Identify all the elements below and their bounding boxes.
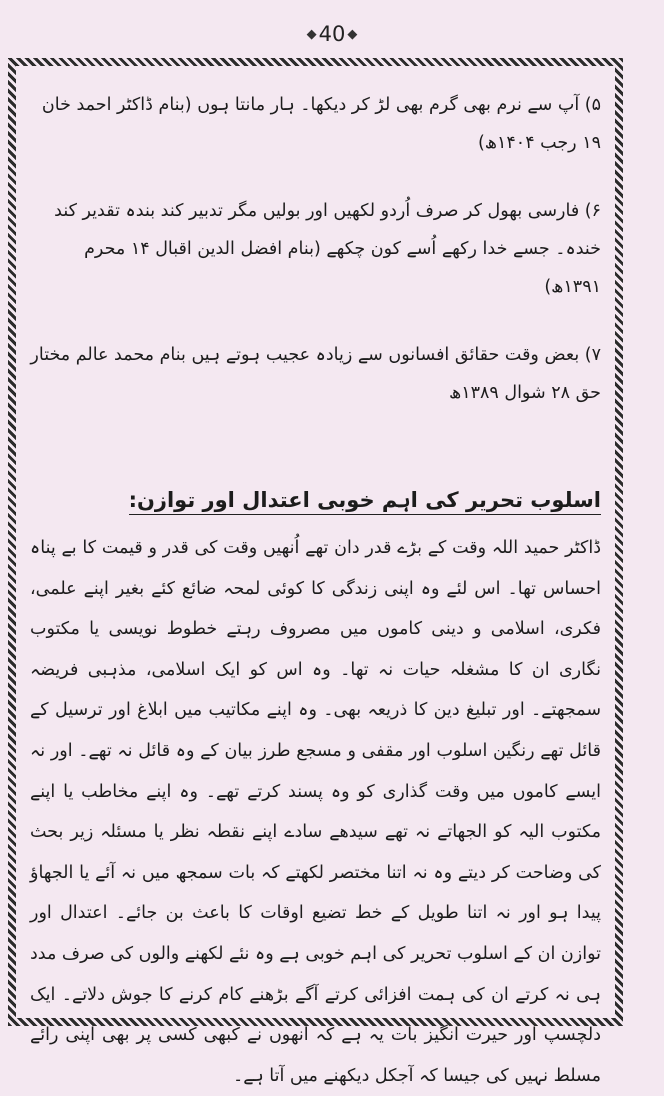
ornament-right-icon: ◆ — [347, 27, 358, 42]
page-number-text: 40 — [318, 22, 346, 46]
page-content — [30, 76, 601, 1086]
ornament-left-icon: ◆ — [306, 27, 317, 42]
letter-excerpt-5: ۵) آپ سے نرم بھی گرم بھی لڑ کر دیکھا۔ ہار مانتا ہوں (بنام ڈاکٹر احمد خان ۱۹ رجب ۱۴۰۴ھ) — [41, 95, 601, 153]
page-number — [0, 22, 664, 46]
section-heading — [30, 480, 601, 520]
section-heading-text: اسلوب تحریر کی اہم خوبی اعتدال اور توازن: — [129, 488, 601, 515]
section-body — [30, 528, 601, 1096]
page-border-frame — [8, 58, 623, 1086]
letter-excerpt-6: ۶) فارسی بھول کر صرف اُردو لکھیں اور بولیں مگر تدبیر کند بندہ تقدیر کند خندہ۔ جسے خدا رکھے اُسے کون چکھے (بنام افضل الدین اقبال ۱۴ محرم ۱۳۹۱ھ) — [54, 201, 601, 297]
section-paragraph: ڈاکٹر حمید اللہ وقت کے بڑے قدر دان تھے اُنھیں وقت کی قدر و قیمت کا بے پناہ احساس تھا۔ اس لئے وہ اپنی زندگی کا کوئی لمحہ ضائع کئے بغیر اپنے علمی، فکری، اسلامی و دینی کاموں میں مصروف رہتے خطوط نویسی یا مکتوب نگاری ان کا مشغلہ حیات نہ تھا۔ وہ اس کو ایک اسلامی، مذہبی فریضہ سمجھتے۔ اور تبلیغ دین کا ذریعہ بھی۔ وہ اپنے مکاتیب میں ابلاغ اور ترسیل کے قائل تھے رنگین اسلوب اور مقفی و مسجع طرز بیان کے وہ قائل نہ تھے۔ اور نہ ایسے کاموں میں وقت گذاری کو وہ پسند کرتے تھے۔ وہ اپنے مخاطب یا اپنے مکتوب الیہ کو الجھاتے نہ تھے سیدھے سادے اپنے نقطہ نظر یا مسئلہ زیر بحث کی وضاحت کر دیتے وہ نہ اتنا مختصر لکھتے کہ بات سمجھ میں نہ آئے یا الجھاؤ پیدا ہو اور نہ اتنا طویل کے خط تضیع اوقات کا باعث بن جائے۔ اعتدال اور توازن ان کے اسلوب تحریر کی اہم خوبی ہے وہ نئے لکھنے والوں کی صرف مدد ہی نہ کرتے ان کی ہمت افزائی کرتے آگے بڑھنے کام کرنے کا جوش دلاتے۔ ایک دلچسپ اور حیرت انگیز بات یہ ہے کہ انھوں نے کبھی کسی پر بھی اپنی رائے مسلط نہیں کی جیسا کہ آجکل دیکھنے میں آتا ہے۔ — [30, 538, 601, 1086]
letter-excerpt-7: ۷) بعض وقت حقائق افسانوں سے زیادہ عجیب ہوتے ہیں بنام محمد عالم مختار حق ۲۸ شوال ۱۳۸۹ھ — [30, 345, 601, 403]
